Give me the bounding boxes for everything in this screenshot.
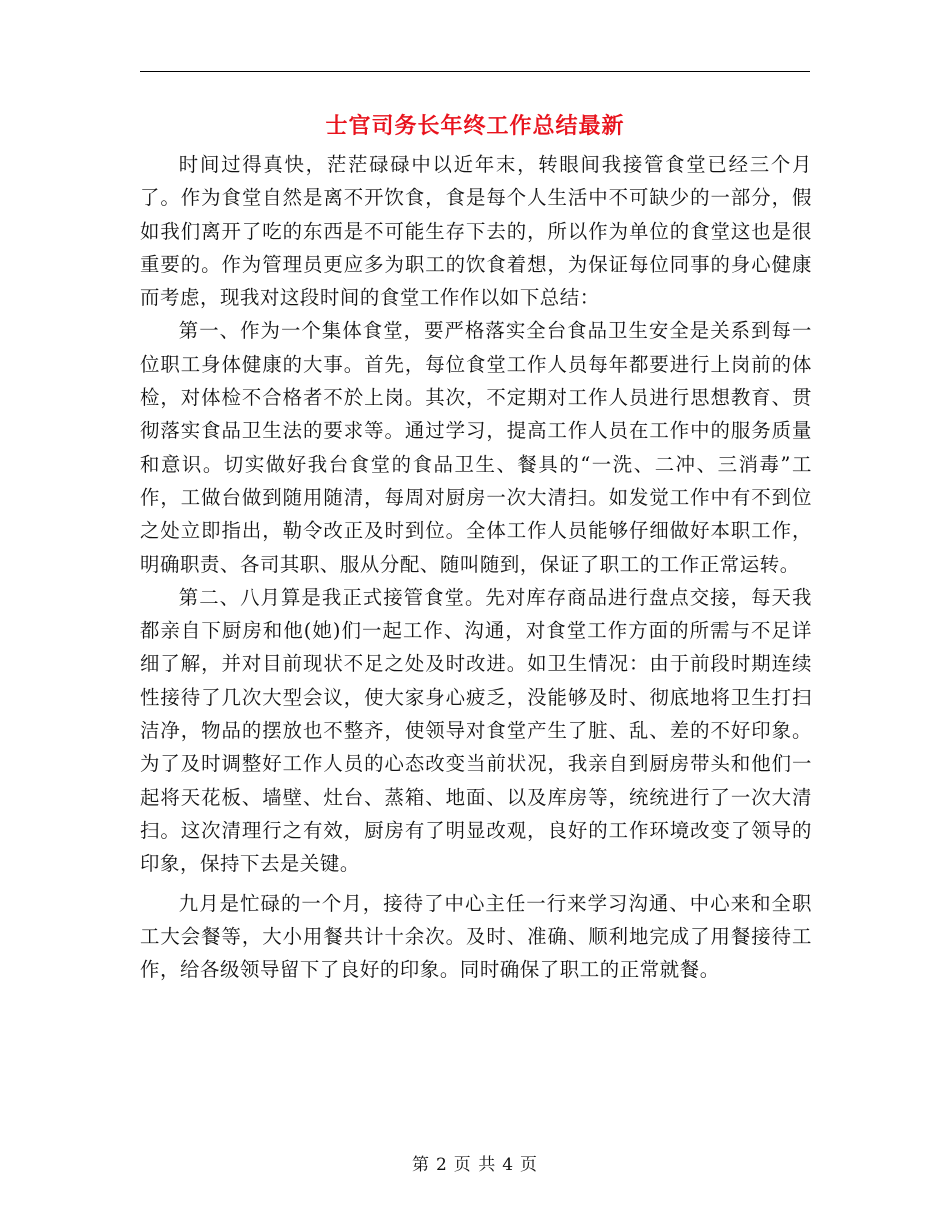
footer-current-page: 2	[435, 1155, 448, 1175]
page-number-footer	[0, 1152, 950, 1178]
paragraph-september: 九月是忙碌的一个月，接待了中心主任一行来学习沟通、中心来和全职工大会餐等，大小用餐共计十余次。及时、准确、顺利地完成了用餐接待工作，给各级领导留下了良好的印象。同时确保了职工的正常就餐。	[140, 891, 812, 982]
footer-total-pages: 4	[502, 1155, 515, 1175]
footer-middle: 页 共	[453, 1155, 497, 1175]
paragraph-intro: 时间过得真快，茫茫碌碌中以近年末，转眼间我接管食堂已经三个月了。作为食堂自然是离不开饮食，食是每个人生活中不可缺少的一部分，假如我们离开了吃的东西是不可能生存下去的，所以作为单位的食堂这也是很重要的。作为管理员更应多为职工的饮食着想，为保证每位同事的身心健康而考虑，现我对这段时间的食堂工作作以如下总结：	[140, 153, 812, 310]
paragraph-first: 第一、作为一个集体食堂，要严格落实全台食品卫生安全是关系到每一位职工身体健康的大事。首先，每位食堂工作人员每年都要进行上岗前的体检，对体检不合格者不於上岗。其次，不定期对工作人员进行思想教育、贯彻落实食品卫生法的要求等。通过学习，提高工作人员在工作中的服务质量和意识。切实做好我台食堂的食品卫生、餐具的“一洗、二冲、三消毒”工作，工做台做到随用随清，每周对厨房一次大清扫。如发觉工作中有不到位之处立即指出，勒令改正及时到位。全体工作人员能够仔细做好本职工作，明确职责、各司其职、服从分配、随叫随到，保证了职工的工作正常运转。	[140, 319, 812, 576]
header-rule	[140, 71, 810, 72]
document-title: 士官司务长年终工作总结最新	[325, 113, 625, 139]
paragraph-second: 第二、八月算是我正式接管食堂。先对库存商品进行盘点交接，每天我都亲自下厨房和他(她)们一起工作、沟通，对食堂工作方面的所需与不足详细了解，并对目前现状不足之处及时改进。如卫生情况：由于前段时期连续性接待了几次大型会议，使大家身心疲乏，没能够及时、彻底地将卫生打扫洁净，物品的摆放也不整齐，使领导对食堂产生了脏、乱、差的不好印象。为了及时调整好工作人员的心态改变当前状况，我亲自到厨房带头和他们一起将天花板、墙壁、灶台、蒸箱、地面、以及库房等，统统进行了一次大清扫。这次清理行之有效，厨房有了明显改观，良好的工作环境改变了领导的印象，保持下去是关键。	[140, 585, 812, 876]
document-body	[140, 148, 812, 986]
footer-prefix: 第	[411, 1155, 430, 1175]
footer-suffix: 页	[520, 1155, 539, 1175]
